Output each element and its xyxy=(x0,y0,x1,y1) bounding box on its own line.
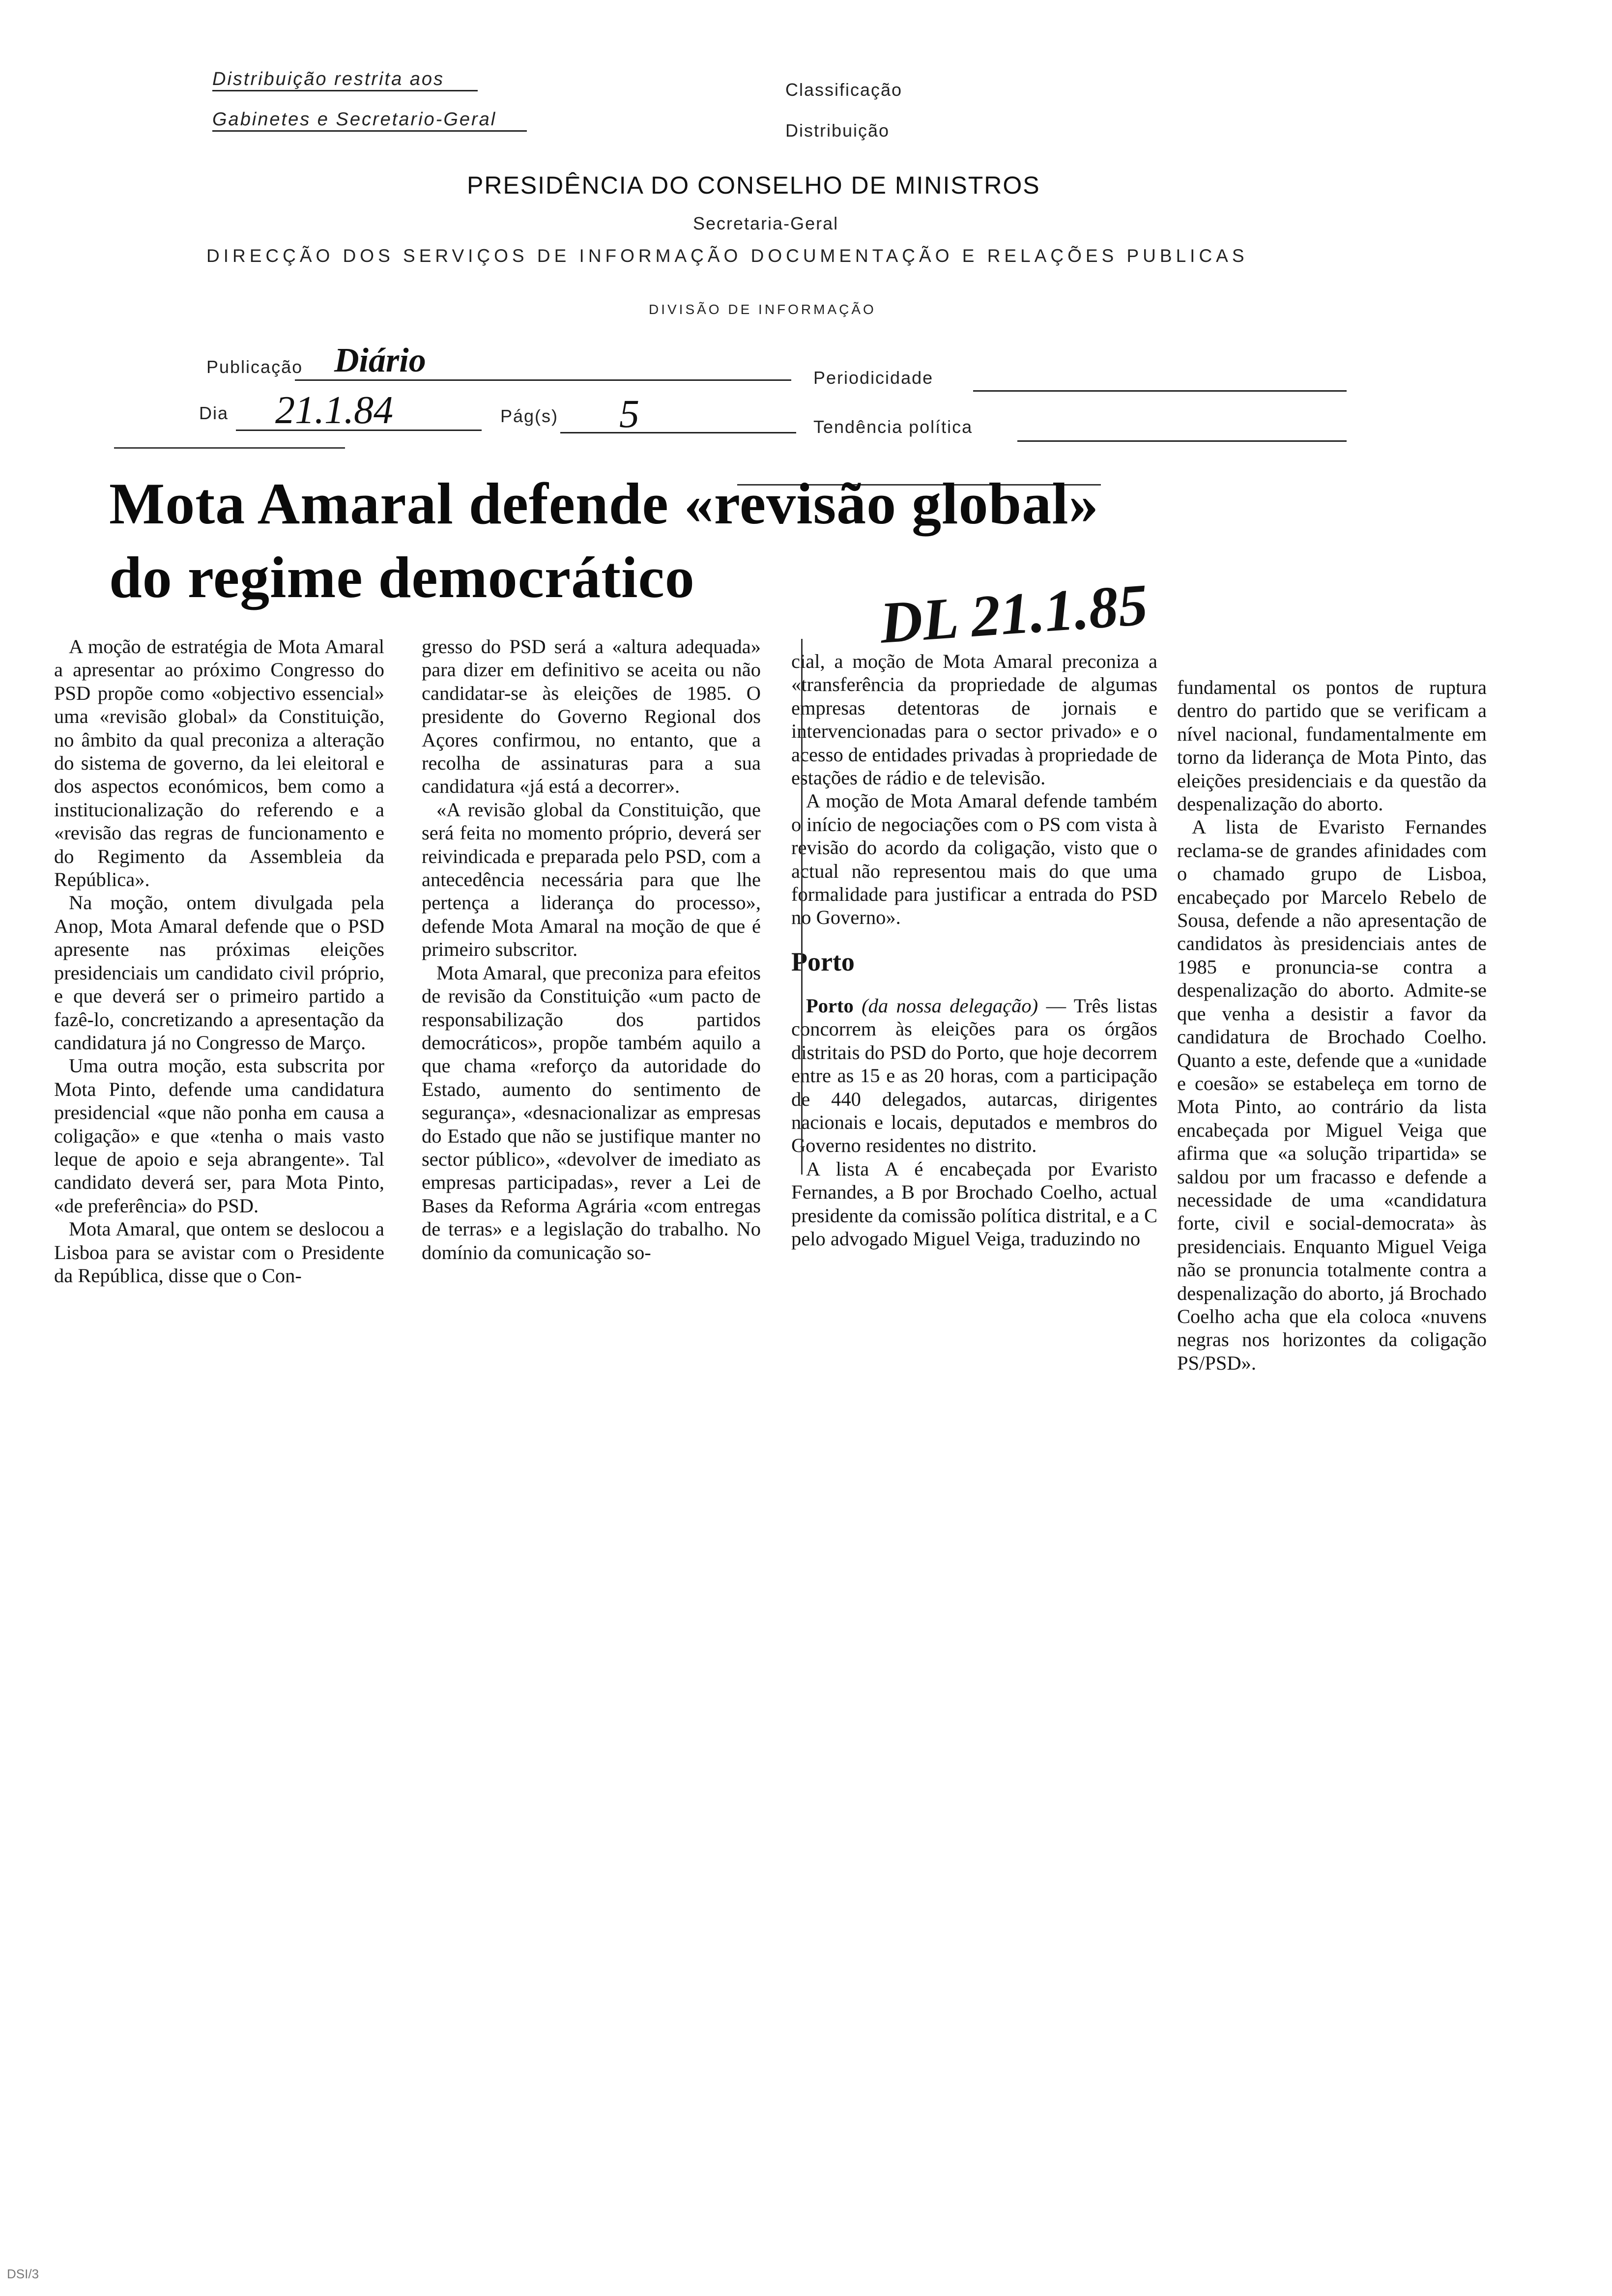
pages-value: 5 xyxy=(619,391,639,436)
date-field xyxy=(236,388,482,431)
col4-paragraph: fundamental os pontos de ruptura dentro do partido que se verificam a nível nacional, fundamentalmente em torno da liderança de Mota Pinto, das eleições presidenciais e da questão da despenalização do aborto. xyxy=(1177,676,1487,815)
col3-paragraph: A moção de Mota Amaral defende também o início de negociações com o PS com vista à revisão do acordo da coligação, visto que o actual não representou mais do que uma formalidade para justificar a entrada do PSD no Governo». xyxy=(791,790,1157,929)
porto-lead: Porto xyxy=(806,994,854,1017)
org-title: PRESIDÊNCIA DO CONSELHO DE MINISTROS xyxy=(467,172,1040,199)
porto-text: — Três listas concorrem às eleições para os órgãos distritais do PSD do Porto, que hoje decorrem entre as 15 e as 20 horas, com a participação de 440 delegados, autarcas, dirigentes nacionais e locais, deputados e membros do Governo residentes no distrito. xyxy=(791,994,1158,1157)
col2-paragraph: gresso do PSD será a «altura adequada» para dizer em definitivo se aceita ou não candidatar-se às eleições de 1985. O presidente do Governo Regional dos Açores confirmou, no entanto, que a recolha de assinaturas para a sua candidatura «já está a decorrer». xyxy=(422,635,761,798)
date-value: 21.1.84 xyxy=(275,389,393,432)
date-label: Dia xyxy=(199,403,229,423)
division: DIVISÃO DE INFORMAÇÃO xyxy=(649,302,876,317)
col4-paragraph: A lista de Evaristo Fernandes reclama-se de grandes afinidades com o chamado grupo de Lisboa, encabeçado por Marcelo Rebelo de Sousa, defende a não apresentação de candidatos às presidenciais antes de 1985 e pronuncia-se contra a despenalização do aborto. Admite-se que venha a desistir a favor da candidatura de Brochado Coelho. Quanto a este, defende que a «unidade e coesão» se estabeleça em torno de Mota Pinto, ao contrário da lista encabeçada por Miguel Veiga que afirma que «a solução tripartida» se saldou por um fracasso e defende a necessidade de uma «candidatura forte, civil e social-democrata» às presidenciais. Enquanto Miguel Veiga não se pronuncia totalmente contra a despenalização do aborto, já Brochado Coelho acha que ela coloca «nuvens negras nos horizontes da coligação PS/PSD». xyxy=(1177,816,1487,1374)
article-column-3 xyxy=(791,650,1157,1250)
periodicity-label: Periodicidade xyxy=(813,368,934,388)
tendency-field xyxy=(1017,421,1347,442)
col2-paragraph: «A revisão global da Constituição, que será feita no momento próprio, deverá ser reivindicada e preparada pelo PSD, com a antecedência necessária para que lhe pertença a liderança do processo», defende Mota Amaral na moção de que é primeiro subscritor. xyxy=(422,798,761,961)
porto-subheading: Porto xyxy=(791,947,855,976)
col1-paragraph: A moção de estratégia de Mota Amaral a apresentar ao próximo Congresso do PSD propõe como «objectivo essencial» uma «revisão global» da Constituição, no âmbito da qual preconiza a alteração do sistema de governo, da lei eleitoral e dos aspectos económicos, bem como a institucionalização do referendo e a «revisão das regras de funcionamento e do Regimento da Assembleia da República». xyxy=(54,635,384,891)
publication-label: Publicação xyxy=(206,357,303,377)
column-divider xyxy=(801,639,803,1175)
article-column-2 xyxy=(422,635,761,1264)
pages-label: Pág(s) xyxy=(500,406,559,426)
porto-paragraph: A lista A é encabeçada por Evaristo Fernandes, a B por Brochado Coelho, actual presidente da comissão política distrital, e a C pelo advogado Miguel Veiga, traduzindo no xyxy=(791,1157,1157,1250)
distribution-label: Distribuição xyxy=(785,120,890,141)
article-column-4 xyxy=(1177,676,1487,1375)
publication-value: Diário xyxy=(334,342,426,379)
secretariat: Secretaria-Geral xyxy=(693,213,839,233)
handwritten-note: DL 21.1.85 xyxy=(877,572,1150,656)
col1-paragraph: Na moção, ontem divulgada pela Anop, Mota Amaral defende que o PSD apresente nas próximas eleições presidenciais um candidato civil próprio, e que deverá ser o primeiro partido a fazê-lo, concretizando a apresentação da candidatura já no Congresso de Março. xyxy=(54,891,384,1054)
col2-paragraph: Mota Amaral, que preconiza para efeitos de revisão da Constituição «um pacto de responsabilização dos partidos democráticos», propõe também aquilo a que chama «reforço da autoridade do Estado, aumento do sentimento de segurança», «desnacionalizar as empresas do Estado que não se justifique manter no sector público», «devolver de imediato as empresas participadas», rever a Lei de Bases da Reforma Agrária «com entregas de terras» e a legislação do trabalho. No domínio da comunicação so- xyxy=(422,961,761,1263)
headline-line-2: do regime democrático xyxy=(109,545,695,610)
restriction-line-2: Gabinetes e Secretario-Geral xyxy=(212,109,527,132)
publication-field xyxy=(295,344,791,381)
clip-rule-left xyxy=(114,447,345,449)
restriction-line-1: Distribuição restrita aos xyxy=(212,69,478,91)
footer-code: DSI/3 xyxy=(7,2267,39,2281)
col3-paragraph: cial, a moção de Mota Amaral preconiza a «transferência da propriedade de algumas empresas detentoras de jornais e intervencionadas para o sector privado» e o acesso de entidades privadas à propriedade de estações de rádio e de televisão. xyxy=(791,650,1157,789)
pages-field xyxy=(560,391,796,436)
headline-line-1: Mota Amaral defende «revisão global» xyxy=(109,471,1099,536)
col1-paragraph: Mota Amaral, que ontem se deslocou a Lisboa para se avistar com o Presidente da República, disse que o Con- xyxy=(54,1218,384,1287)
periodicity-field xyxy=(973,371,1347,392)
article-column-1 xyxy=(54,635,384,1287)
directorate: DIRECÇÃO DOS SERVIÇOS DE INFORMAÇÃO DOCUMENTAÇÃO E RELAÇÕES PUBLICAS xyxy=(206,246,1248,266)
tendency-label: Tendência política xyxy=(813,417,973,437)
col1-paragraph: Uma outra moção, esta subscrita por Mota Pinto, defende uma candidatura presidencial «que não ponha em causa a coligação» e que «tenha o mais vasto leque de apoio e seja abrangente». Tal candidato deverá ser, para Mota Pinto, «de preferência» do PSD. xyxy=(54,1055,384,1217)
porto-lead-note: (da nossa delegação) xyxy=(862,994,1038,1017)
classification-label: Classificação xyxy=(785,80,903,100)
porto-lead-paragraph xyxy=(791,994,1157,1157)
